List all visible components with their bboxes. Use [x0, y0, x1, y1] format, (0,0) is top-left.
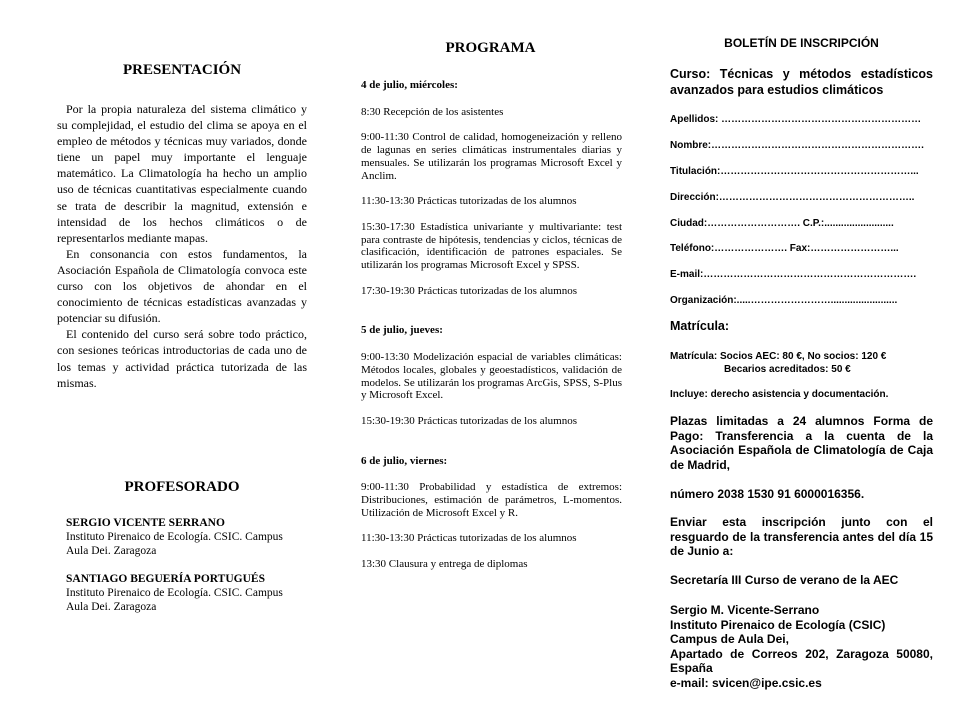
programa-title: PROGRAMA — [445, 40, 536, 56]
teacher-affiliation: Instituto Pirenaico de Ecología. CSIC. Campus Aula Dei. Zaragoza — [66, 531, 283, 557]
field-email[interactable]: E-mail:………………………………………………………. — [670, 269, 917, 281]
contact-postal: Apartado de Correos 202, Zaragoza 50080, España — [670, 646, 933, 675]
matricula-incluye: Incluye: derecho asistencia y documentación. — [670, 389, 889, 400]
schedule-item: 9:00-13:30 Modelización espacial de variables climáticas: Métodos locales, globales y geoestadísticos, validación de modelos. Se utilizarán los programas ArcGis, SPSS, S-Plus y Microsoft Excel. — [361, 351, 622, 402]
presentacion-title: PRESENTACIÓN — [122, 62, 242, 78]
schedule-item: 11:30-13:30 Prácticas tutorizadas de los alumnos — [361, 195, 577, 208]
schedule-item: 17:30-19:30 Prácticas tutorizadas de los alumnos — [361, 284, 577, 297]
matricula-becarios: Becarios acreditados: 50 € — [724, 364, 851, 375]
teacher-affiliation: Instituto Pirenaico de Ecología. CSIC. Campus Aula Dei. Zaragoza — [66, 587, 283, 613]
matricula-prices: Matrícula: Socios AEC: 80 €, No socios: 120 € — [670, 351, 887, 362]
field-telefono-fax[interactable]: Teléfono:…………………. Fax:……………………... — [670, 243, 899, 255]
schedule-item: 9:00-11:30 Control de calidad, homogeneización y relleno de lagunas en series climáticas instrumentales diarias y mensuales. Se utilizarán los programas Microsoft Excel y Anclim. — [361, 131, 622, 182]
contact-email[interactable]: e-mail: svicen@ipe.csic.es — [670, 675, 822, 690]
schedule-item: 15:30-17:30 Estadística univariante y multivariante: test para contraste de hipótesis, tendencias y ciclos, técnicas de clasificación, identificación de patrones espaciales. Se utilizarán los programas Microsoft Excel y SPSS. — [361, 220, 622, 272]
contact-address — [670, 603, 933, 690]
schedule-item: 8:30 Recepción de los asistentes — [361, 105, 504, 118]
account-number: número 2038 1530 91 6000016356. — [670, 487, 865, 501]
course-title: Curso: Técnicas y métodos estadísticos avanzados para estudios climáticos — [670, 67, 933, 97]
contact-campus: Campus de Aula Dei, — [670, 632, 789, 646]
field-nombre[interactable]: Nombre:………………………………………………………. — [670, 139, 924, 151]
boletin-title: BOLETÍN DE INSCRIPCIÓN — [724, 36, 879, 50]
day-heading: 5 de julio, jueves: — [361, 324, 443, 337]
teacher-entry — [66, 516, 306, 558]
contact-name: Sergio M. Vicente-Serrano — [670, 603, 820, 617]
schedule-item: 15:30-19:30 Prácticas tutorizadas de los alumnos — [361, 414, 577, 427]
day-heading: 4 de julio, miércoles: — [361, 79, 458, 91]
field-apellidos[interactable]: Apellidos: …………………………………………………… — [670, 114, 922, 125]
teacher-name: SANTIAGO BEGUERÍA PORTUGUÉS — [66, 573, 265, 585]
registration-form — [670, 114, 933, 321]
day-heading: 6 de julio, viernes: — [361, 454, 448, 467]
field-direccion[interactable]: Dirección:………………………………………………….. — [670, 191, 915, 203]
presentacion-paragraph: Por la propia naturaleza del sistema climático y su complejidad, el estudio del clima se apoya en el empleo de métodos y técnicas muy variados, donde tiene un papel muy importante el lenguaje matemático. La Climatología ha hecho un amplio uso de técnicas cuantitativas especialmente cuando se trata de describir la magnitud, extensión e intensidad de los hechos climáticos o de representarlos mediante mapas. — [57, 102, 307, 245]
schedule-item: 13:30 Clausura y entrega de diplomas — [361, 558, 528, 571]
schedule-item: 11:30-13:30 Prácticas tutorizadas de los alumnos — [361, 532, 577, 545]
profesorado-list — [66, 516, 306, 628]
send-instructions: Enviar esta inscripción junto con el resguardo de la transferencia antes del día 15 de Junio a: — [670, 515, 933, 558]
presentacion-paragraph: El contenido del curso será sobre todo práctico, con sesiones teóricas introductorias de cada uno de los temas y actividad práctica tutorizada de las mismas. — [57, 327, 307, 390]
teacher-entry — [66, 572, 306, 614]
contact-institution: Instituto Pirenaico de Ecología (CSIC) — [670, 617, 886, 632]
schedule-item: 9:00-11:30 Probabilidad y estadística de extremos: Distribuciones, estimación de parámetros, L-momentos. Utilización de Microsoft Excel y R. — [361, 481, 622, 519]
profesorado-title: PROFESORADO — [124, 479, 240, 495]
programa-schedule — [361, 79, 622, 584]
presentacion-paragraph: En consonancia con estos fundamentos, la Asociación Española de Climatología convoca este curso con los objetivos de ahondar en el conocimiento de técnicas estadísticas avanzadas y potenciar su difusión. — [57, 246, 307, 326]
presentacion-text — [57, 101, 307, 391]
field-organizacion[interactable]: Organización:.....……………………........................ — [670, 295, 898, 307]
teacher-name: SERGIO VICENTE SERRANO — [66, 517, 225, 529]
field-titulacion[interactable]: Titulación:…………………………………………………... — [670, 165, 919, 177]
payment-info: Plazas limitadas a 24 alumnos Forma de Pago: Transferencia a la cuenta de la Asociación Española de Climatología de Caja de Madrid, — [670, 414, 933, 472]
secretaria: Secretaría III Curso de verano de la AEC — [670, 573, 899, 587]
field-ciudad-cp[interactable]: Ciudad:………………………. C.P.:......................... — [670, 217, 894, 229]
matricula-title: Matrícula: — [670, 319, 730, 333]
